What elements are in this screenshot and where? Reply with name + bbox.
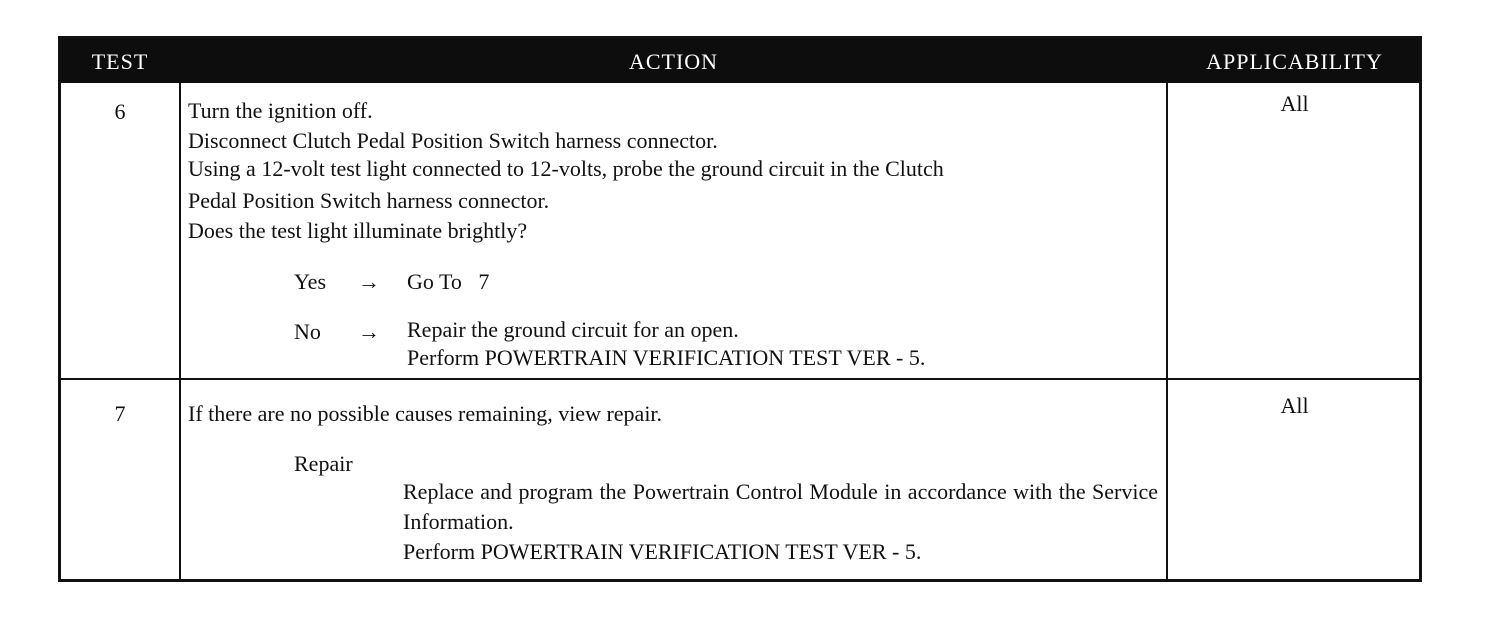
instruction-line: Pedal Position Switch harness connector. [188,188,550,213]
instruction-line: Does the test light illuminate brightly? [188,218,528,243]
header-action: ACTION [628,49,719,74]
row-divider [61,378,1419,380]
header-test: TEST [91,49,149,74]
no-action: Repair the ground circuit for an open. [407,317,739,342]
no-action-perform: Perform POWERTRAIN VERIFICATION TEST VER - 5. [407,345,926,370]
repair-perform: Perform POWERTRAIN VERIFICATION TEST VER - 5. [403,539,922,564]
repair-label: Repair [294,451,353,476]
applicability-value: All [1280,393,1309,418]
test-number: 6 [114,99,126,124]
yes-label: Yes [294,269,327,294]
instruction-line: Disconnect Clutch Pedal Position Switch harness connector. [188,128,718,153]
table-header [61,39,1419,83]
instruction-line: If there are no possible causes remaining, view repair. [188,401,663,426]
yes-action: Go To 7 [407,269,490,294]
column-divider [1166,83,1168,579]
diagnostic-table [58,36,1422,582]
instruction-line: Using a 12-volt test light connected to 12-volts, probe the ground circuit in the Clutch [188,156,944,181]
test-number: 7 [114,401,126,426]
applicability-value: All [1280,91,1309,116]
no-label: No [294,319,321,344]
arrow-icon: → [358,269,380,294]
column-divider [179,83,181,579]
header-applicability: APPLICABILITY [1206,49,1383,74]
arrow-icon: → [358,319,380,344]
instruction-line: Turn the ignition off. [188,98,373,123]
repair-text: Replace and program the Powertrain Control Module in accordance with the Service Information. [403,479,1158,534]
